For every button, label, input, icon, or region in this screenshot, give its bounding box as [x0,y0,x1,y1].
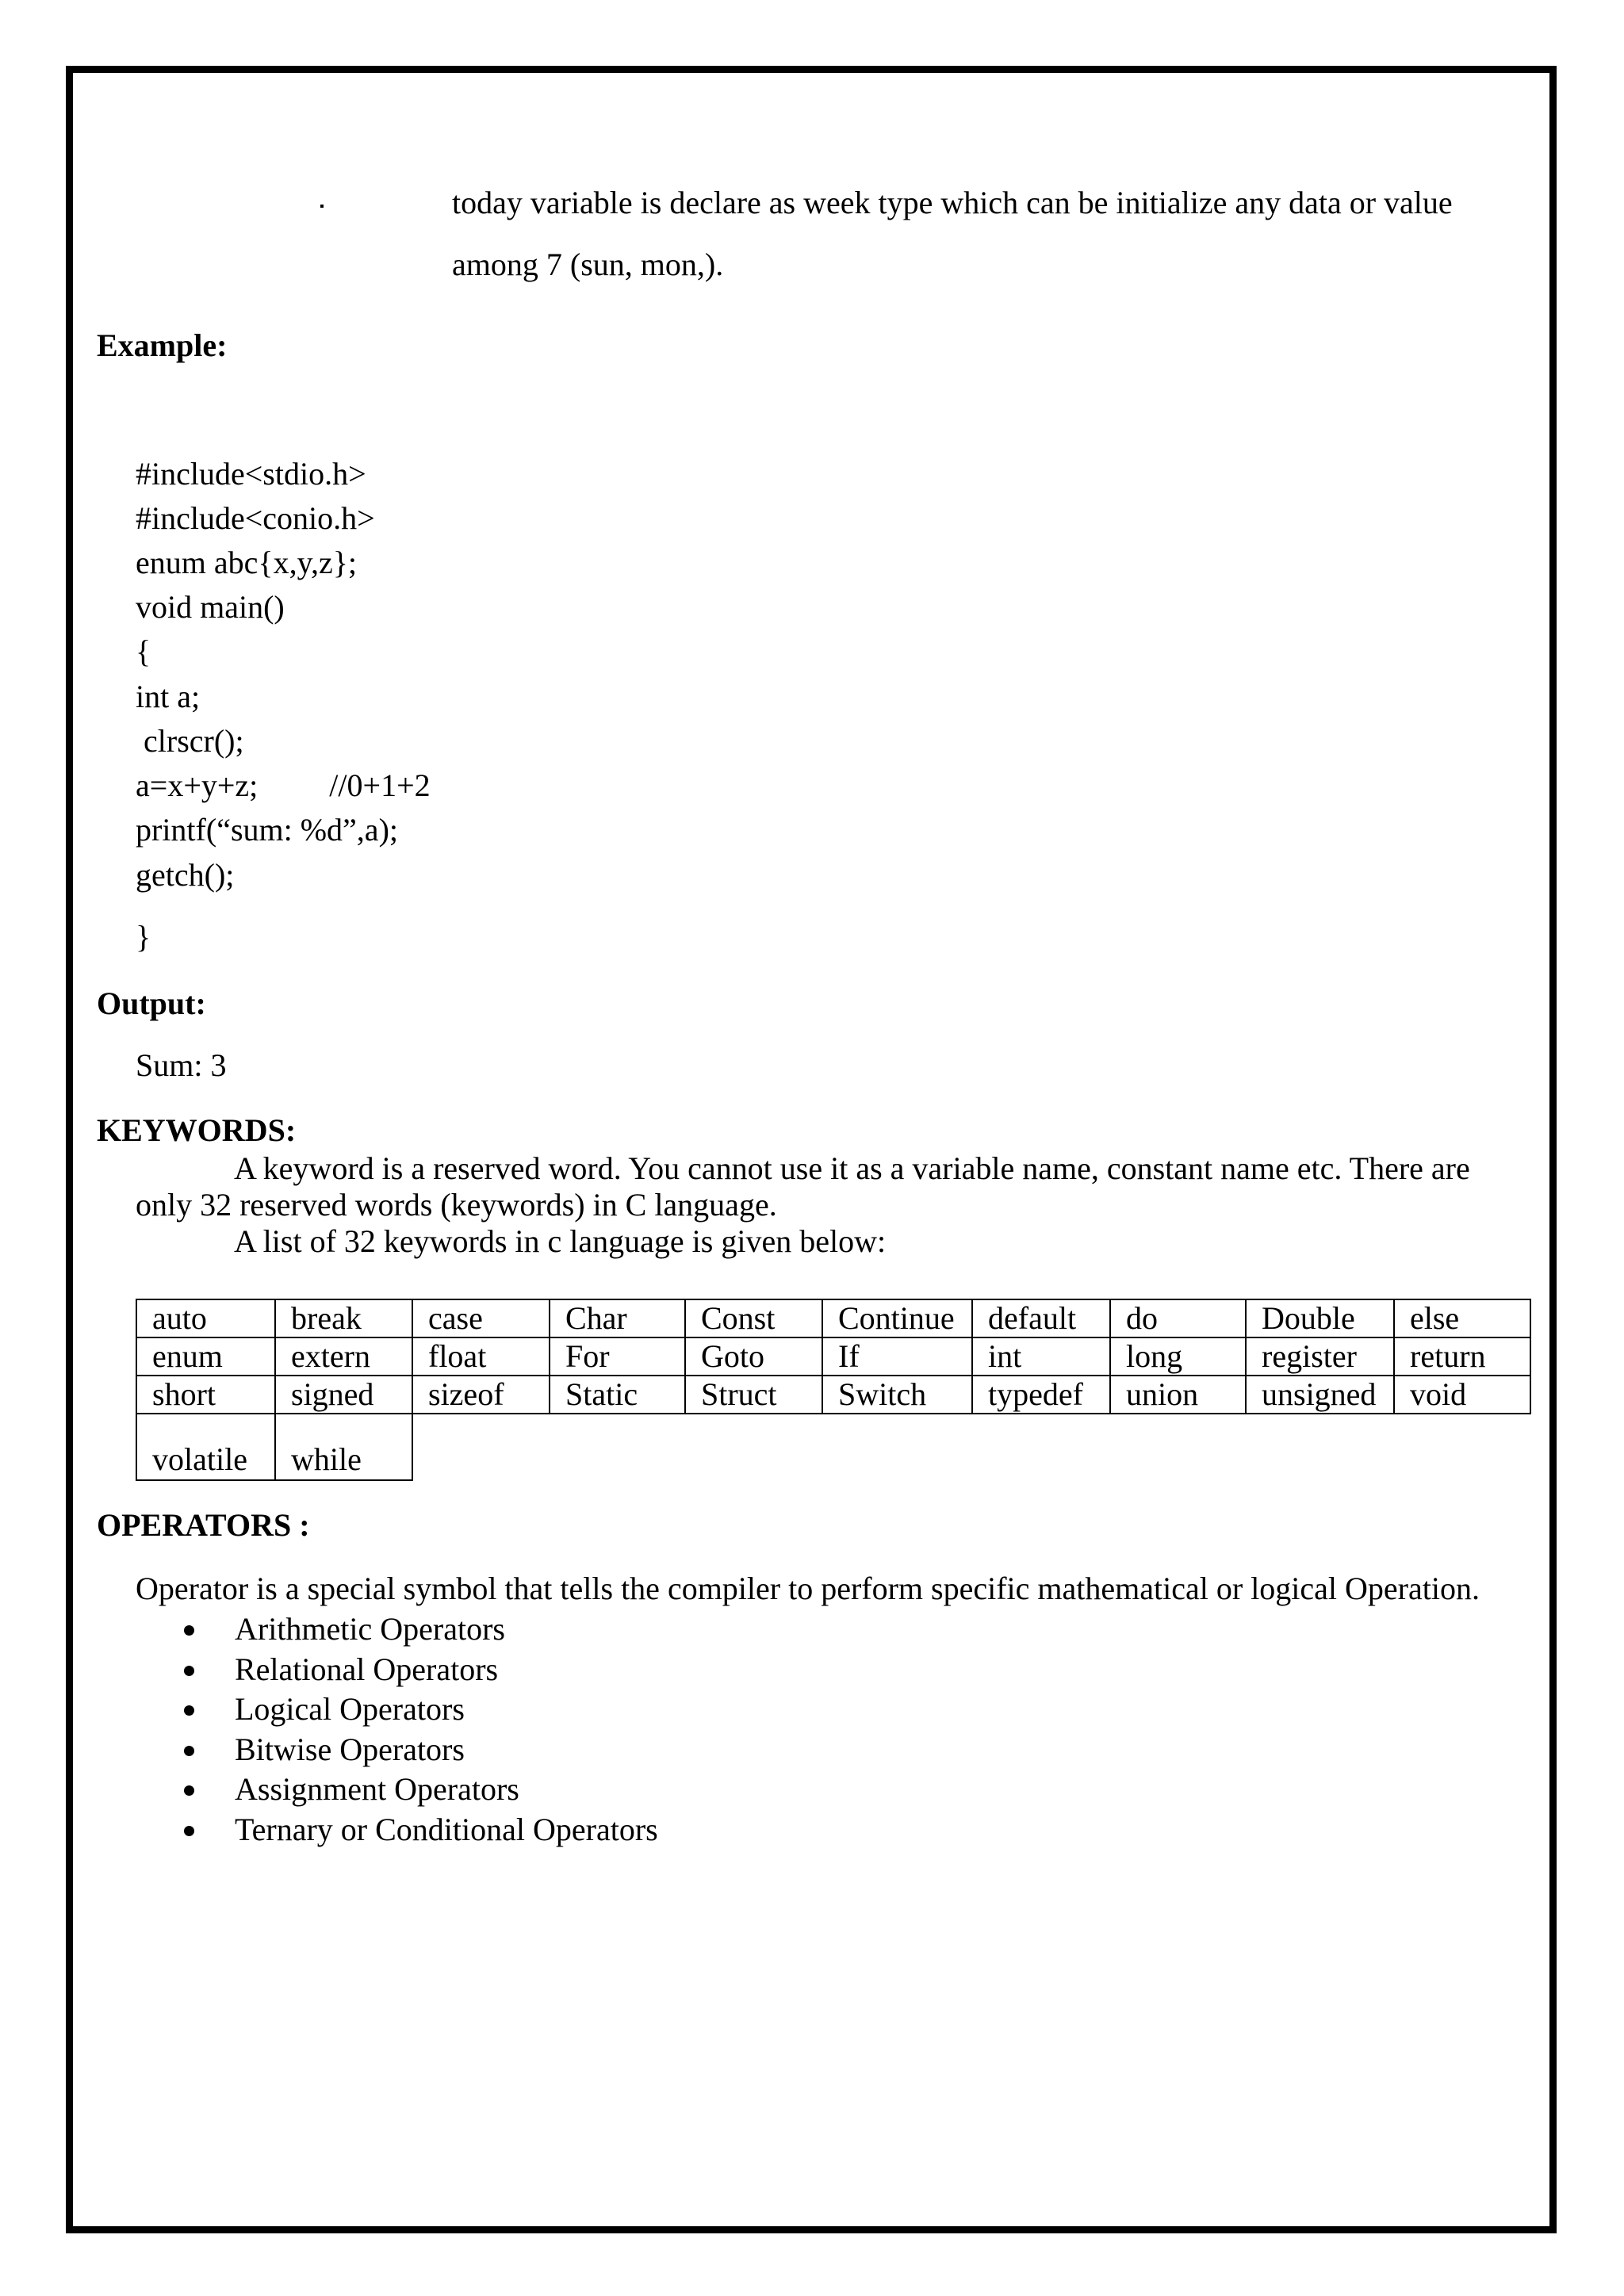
table-cell-empty [550,1414,685,1480]
table-cell: void [1394,1376,1530,1414]
list-item-label: Relational Operators [235,1651,499,1687]
code-line: a=x+y+z; //0+1+2 [136,767,431,803]
table-cell: unsigned [1246,1376,1394,1414]
table-row [136,1376,1530,1414]
list-item [182,1650,658,1690]
table-cell-empty [1394,1414,1530,1480]
list-item-label: Arithmetic Operators [235,1611,505,1647]
table-cell: Double [1246,1299,1394,1337]
table-cell: auto [136,1299,275,1337]
list-item [182,1689,658,1730]
keywords-heading: KEYWORDS: [97,1112,297,1148]
keywords-paragraph-line-1: A keyword is a reserved word. You cannot use it as a variable name, constant name etc. There are [234,1150,1470,1186]
operators-intro: Operator is a special symbol that tells the compiler to perform specific mathematical or logical Operation. [136,1571,1480,1606]
bullet-icon [184,1666,194,1676]
list-item [182,1770,658,1810]
table-cell: do [1110,1299,1246,1337]
table-cell: else [1394,1299,1530,1337]
code-line: enum abc{x,y,z}; [136,545,358,580]
operators-heading: OPERATORS : [97,1507,310,1543]
table-cell: default [972,1299,1110,1337]
list-item-label: Ternary or Conditional Operators [235,1811,658,1847]
table-cell: volatile [136,1414,275,1480]
code-line: int a; [136,679,201,714]
table-cell-empty [685,1414,822,1480]
table-cell: Switch [822,1376,972,1414]
code-line: } [136,919,151,955]
intro-line-2: among 7 (sun, mon,). [452,247,724,282]
table-cell: sizeof [412,1376,550,1414]
table-cell: while [275,1414,412,1480]
table-cell: long [1110,1337,1246,1376]
output-heading: Output: [97,985,206,1021]
bullet-icon [184,1785,194,1796]
code-line: void main() [136,589,285,625]
list-item-label: Assignment Operators [235,1771,519,1807]
keywords-table [136,1299,1531,1481]
bullet-icon [184,1705,194,1716]
table-row [136,1337,1530,1376]
example-heading: Example: [97,327,228,363]
keywords-list-intro: A list of 32 keywords in c language is given below: [234,1223,887,1259]
table-cell: Goto [685,1337,822,1376]
keywords-paragraph-line-2: only 32 reserved words (keywords) in C language. [136,1187,777,1223]
table-cell-empty [822,1414,972,1480]
table-cell: break [275,1299,412,1337]
table-cell: For [550,1337,685,1376]
bullet-icon [184,1746,194,1756]
table-cell: union [1110,1376,1246,1414]
table-cell: typedef [972,1376,1110,1414]
table-cell: int [972,1337,1110,1376]
table-row [136,1299,1530,1337]
table-cell: return [1394,1337,1530,1376]
table-cell: Struct [685,1376,822,1414]
table-cell-empty [412,1414,550,1480]
code-line: #include<conio.h> [136,500,375,536]
bullet-icon [184,1826,194,1836]
table-cell: If [822,1337,972,1376]
table-cell: Continue [822,1299,972,1337]
table-cell: signed [275,1376,412,1414]
table-cell: Const [685,1299,822,1337]
bullet-icon [184,1625,194,1636]
table-cell: register [1246,1337,1394,1376]
output-value: Sum: 3 [136,1047,227,1083]
list-item-label: Logical Operators [235,1691,465,1727]
list-item [182,1609,658,1650]
table-cell: extern [275,1337,412,1376]
list-item [182,1810,658,1850]
code-line: #include<stdio.h> [136,456,366,492]
code-line: getch(); [136,857,235,893]
list-item [182,1730,658,1770]
code-line: { [136,633,151,669]
list-item-label: Bitwise Operators [235,1731,465,1767]
table-row [136,1414,1530,1480]
table-cell: short [136,1376,275,1414]
table-cell: Static [550,1376,685,1414]
code-line: printf(“sum: %d”,a); [136,812,398,848]
table-cell: enum [136,1337,275,1376]
code-line: clrscr(); [136,723,244,759]
table-cell: case [412,1299,550,1337]
operators-list [182,1609,658,1850]
stray-mark [320,205,324,208]
table-cell: Char [550,1299,685,1337]
intro-line-1: today variable is declare as week type which can be initialize any data or value [452,185,1453,220]
table-cell-empty [972,1414,1110,1480]
table-cell: float [412,1337,550,1376]
table-cell-empty [1246,1414,1394,1480]
table-cell-empty [1110,1414,1246,1480]
